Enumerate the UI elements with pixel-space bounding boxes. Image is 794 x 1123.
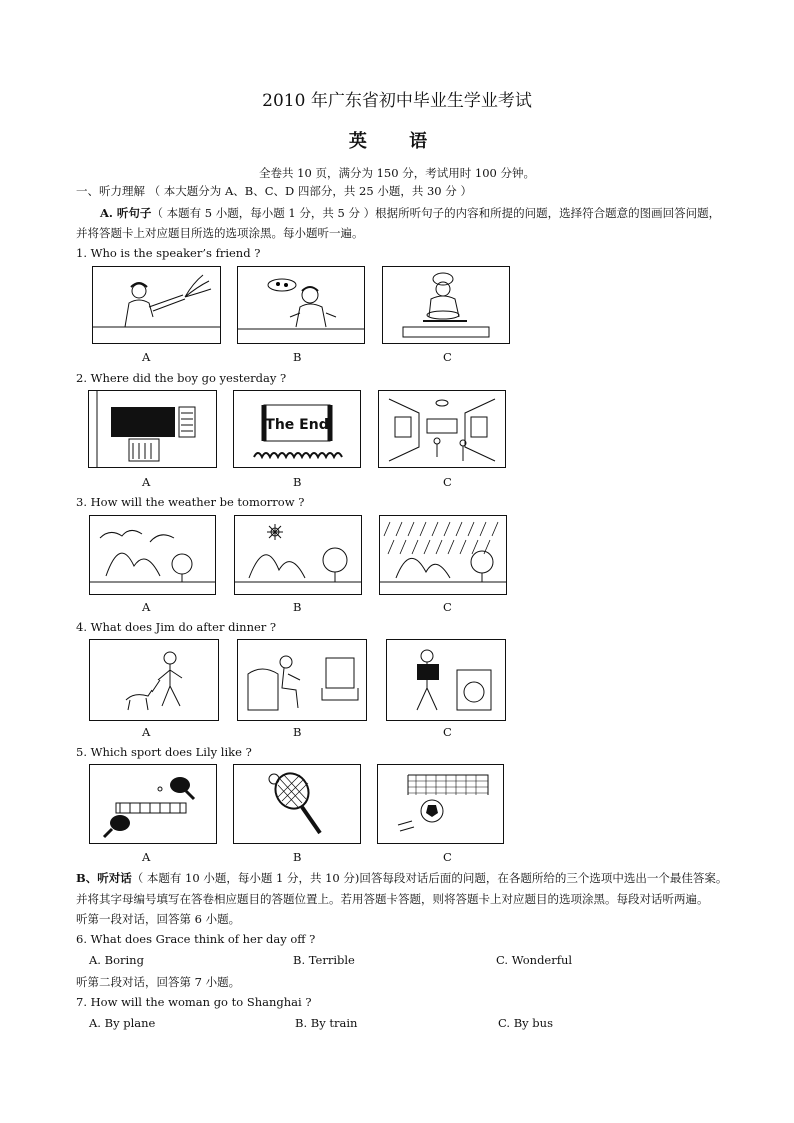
q2-picture-c — [378, 390, 506, 468]
sectionA-instructions — [100, 205, 720, 221]
q2-picture-a — [88, 390, 217, 468]
q3-option-c[interactable]: C — [443, 600, 452, 614]
sectionB-text1: （ 本题有 10 小题，每小题 1 分，共 10 分)回答每段对话后面的问题，在各题所给的三个选项中选出一个最佳答案。 — [131, 871, 728, 885]
sectionB-label: B、听对话 — [76, 871, 132, 885]
sectionB-text2: 并将其字母编号填写在答卷相应题目的答题位置上。若用答题卡答题，则将答题卡上对应题目的选项涂黑。每段对话听两遍。 — [76, 892, 709, 906]
q4-picture-a — [89, 639, 219, 721]
sectionA-text: （ 本题有 5 小题，每小题 1 分，共 5 分 ）根据所听句子的内容和所提的问题，选择符合题意的图画回答问题， — [151, 206, 721, 220]
q3-picture-c — [379, 515, 507, 595]
part1-heading: 一、听力理解 （ 本大题分为 A、B、C、D 四部分，共 25 小题，共 30 分 ） — [76, 184, 472, 198]
q4-option-a[interactable]: A — [142, 725, 151, 739]
q1-option-c[interactable]: C — [443, 350, 452, 364]
q5-picture-c — [377, 764, 504, 844]
sectionA-text-line2: 并将答题卡上对应题目所选的选项涂黑。每小题听一遍。 — [76, 226, 364, 240]
question-3: 3. How will the weather be tomorrow ? — [76, 495, 305, 509]
q5-option-c[interactable]: C — [443, 850, 452, 864]
q2-option-c[interactable]: C — [443, 475, 452, 489]
q4-picture-b — [237, 639, 367, 721]
q1-picture-a — [92, 266, 221, 344]
q5-picture-a — [89, 764, 217, 844]
the-end-text: The End — [265, 417, 329, 433]
exam-title: 2010 年广东省初中毕业生学业考试 — [262, 91, 532, 111]
q7-option-a[interactable]: A. By plane — [89, 1016, 156, 1030]
exam-note: 全卷共 10 页，满分为 150 分，考试用时 100 分钟。 — [259, 166, 535, 180]
q2-option-a[interactable]: A — [142, 475, 151, 489]
q5-option-b[interactable]: B — [293, 850, 302, 864]
question-4: 4. What does Jim do after dinner ? — [76, 620, 277, 634]
listen-instruction-2: 听第二段对话，回答第 7 小题。 — [76, 975, 241, 989]
listen-instruction-1: 听第一段对话，回答第 6 小题。 — [76, 912, 241, 926]
question-5: 5. Which sport does Lily like ? — [76, 745, 252, 759]
q4-option-c[interactable]: C — [443, 725, 452, 739]
q7-option-b[interactable]: B. By train — [295, 1016, 358, 1030]
q5-option-a[interactable]: A — [142, 850, 151, 864]
sectionB-instructions — [76, 870, 727, 886]
question-7: 7. How will the woman go to Shanghai ? — [76, 995, 312, 1009]
q4-picture-c — [386, 639, 506, 721]
q6-option-a[interactable]: A. Boring — [89, 953, 144, 967]
q6-option-b[interactable]: B. Terrible — [293, 953, 355, 967]
q3-option-b[interactable]: B — [293, 600, 302, 614]
q1-picture-c — [382, 266, 510, 344]
q2-option-b[interactable]: B — [293, 475, 302, 489]
q2-picture-b — [233, 390, 361, 468]
question-1: 1. Who is the speaker’s friend ? — [76, 246, 261, 260]
sectionA-label: A. 听句子 — [100, 206, 152, 220]
q1-option-a[interactable]: A — [142, 350, 151, 364]
question-2: 2. Where did the boy go yesterday ? — [76, 371, 287, 385]
q3-picture-a — [89, 515, 216, 595]
subject-title: 英 语 — [348, 131, 446, 152]
q3-option-a[interactable]: A — [142, 600, 151, 614]
q5-picture-b — [233, 764, 361, 844]
q7-option-c[interactable]: C. By bus — [498, 1016, 553, 1030]
q1-picture-b — [237, 266, 365, 344]
q1-option-b[interactable]: B — [293, 350, 302, 364]
q6-option-c[interactable]: C. Wonderful — [496, 953, 573, 967]
q3-picture-b — [234, 515, 362, 595]
q4-option-b[interactable]: B — [293, 725, 302, 739]
question-6: 6. What does Grace think of her day off ? — [76, 932, 316, 946]
